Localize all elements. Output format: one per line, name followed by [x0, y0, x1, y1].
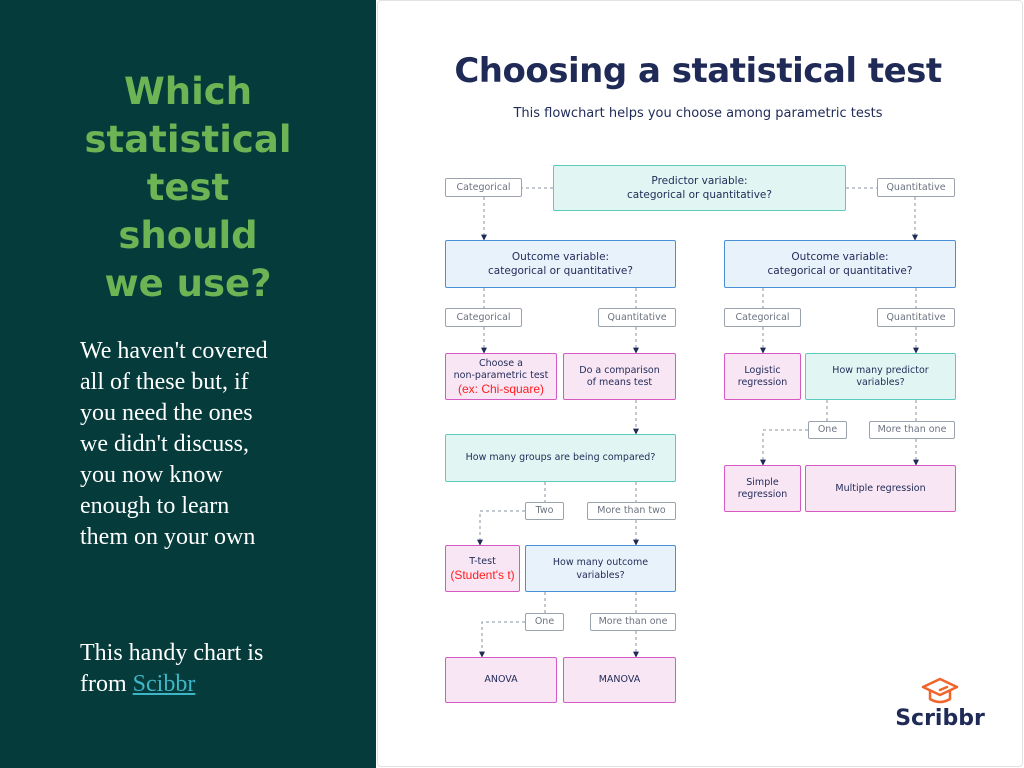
simple-regression-result — [724, 465, 801, 512]
node-text: Outcome variable: — [791, 251, 889, 263]
slide-title-line: test — [146, 166, 230, 209]
logistic-regression-result — [724, 353, 801, 400]
label-categorical — [445, 178, 522, 197]
body-text-line: you now know — [80, 462, 223, 488]
connector — [480, 511, 525, 545]
label-text: More than one — [877, 424, 947, 435]
node-text: Do a comparison — [579, 364, 660, 376]
label-quantitative — [598, 308, 676, 327]
node-text: categorical or quantitative? — [627, 189, 772, 201]
scibbr-link[interactable]: Scibbr — [132, 671, 196, 697]
node-text: of means test — [586, 376, 653, 388]
node-text: categorical or quantitative? — [767, 265, 913, 277]
slide-title-line: statistical — [84, 118, 292, 161]
node-text: Outcome variable: — [511, 251, 610, 263]
label-text: Two — [535, 505, 554, 516]
label-quantitative — [877, 308, 955, 327]
node-text: variables? — [856, 376, 905, 388]
anova-result — [445, 657, 557, 703]
comparison-of-means-result — [563, 353, 676, 400]
outcome-variable-question — [724, 240, 956, 288]
connector — [482, 622, 525, 657]
label-text: Categorical — [735, 311, 790, 323]
label-text: One — [817, 424, 838, 435]
label-categorical — [724, 308, 801, 327]
node-text: MANOVA — [598, 674, 641, 685]
multiple-regression-result — [805, 465, 956, 512]
label-text: More than two — [597, 505, 666, 516]
body-text-line: We haven't covered — [80, 338, 268, 364]
scribbr-logo-text: Scribbr — [895, 706, 985, 731]
credit-prefix: from — [80, 671, 133, 697]
node-text: ANOVA — [484, 674, 518, 685]
label-text: Categorical — [456, 311, 511, 323]
graduation-cap-icon — [920, 676, 960, 706]
t-test-result — [445, 545, 520, 592]
label-one — [808, 421, 847, 439]
node-text: Choose a — [479, 357, 523, 369]
node-text: Simple — [746, 476, 779, 488]
non-parametric-test-result — [445, 353, 557, 400]
body-text-line: all of these but, if — [80, 369, 249, 395]
outcome-count-question — [525, 545, 676, 592]
node-text: variables? — [576, 569, 625, 581]
manova-result — [563, 657, 676, 703]
slide-title-line: we use? — [104, 262, 272, 305]
slide-title-line: Which — [123, 70, 253, 113]
label-one — [525, 613, 564, 631]
body-text-line: them on your own — [80, 524, 256, 550]
label-text: Categorical — [456, 181, 511, 193]
label-more-than-one — [869, 421, 955, 439]
body-text-line: enough to learn — [80, 493, 230, 519]
predictor-count-question — [805, 353, 956, 400]
connector — [763, 430, 808, 465]
chi-square-note: (ex: Chi-square) — [457, 381, 545, 396]
label-text: Quantitative — [886, 311, 946, 323]
label-more-than-one — [590, 613, 676, 631]
node-text: categorical or quantitative? — [488, 265, 633, 277]
label-text: Quantitative — [607, 311, 667, 323]
node-text: Predictor variable: — [651, 175, 748, 187]
flowchart-subtitle: This flowchart helps you choose among parametric tests — [513, 106, 883, 121]
body-text-line: you need the ones — [80, 400, 253, 426]
label-more-than-two — [587, 502, 676, 520]
credit-line: This handy chart is — [80, 640, 264, 666]
node-text: Logistic — [744, 364, 781, 376]
node-text: Multiple regression — [835, 482, 926, 494]
label-text: Quantitative — [886, 181, 946, 193]
label-quantitative — [877, 178, 955, 197]
scribbr-logo — [892, 676, 992, 740]
label-categorical — [445, 308, 522, 327]
label-text: One — [534, 616, 555, 627]
label-two — [525, 502, 564, 520]
flowchart-title: Choosing a statistical test — [454, 51, 942, 91]
outcome-variable-question — [445, 240, 676, 288]
group-count-question — [445, 434, 676, 482]
slide-title-line: should — [118, 214, 258, 257]
label-text: More than one — [598, 616, 668, 627]
node-text: regression — [737, 376, 788, 388]
students-t-note: (Student's t) — [450, 567, 515, 582]
node-text: T-test — [469, 555, 496, 567]
node-text: How many outcome — [552, 556, 649, 568]
body-text-line: we didn't discuss, — [80, 431, 249, 457]
node-text: How many predictor — [832, 364, 929, 376]
node-text: regression — [737, 488, 788, 500]
node-text: How many groups are being compared? — [465, 452, 656, 463]
predictor-variable-question — [553, 165, 846, 211]
node-text: non-parametric test — [453, 369, 549, 381]
